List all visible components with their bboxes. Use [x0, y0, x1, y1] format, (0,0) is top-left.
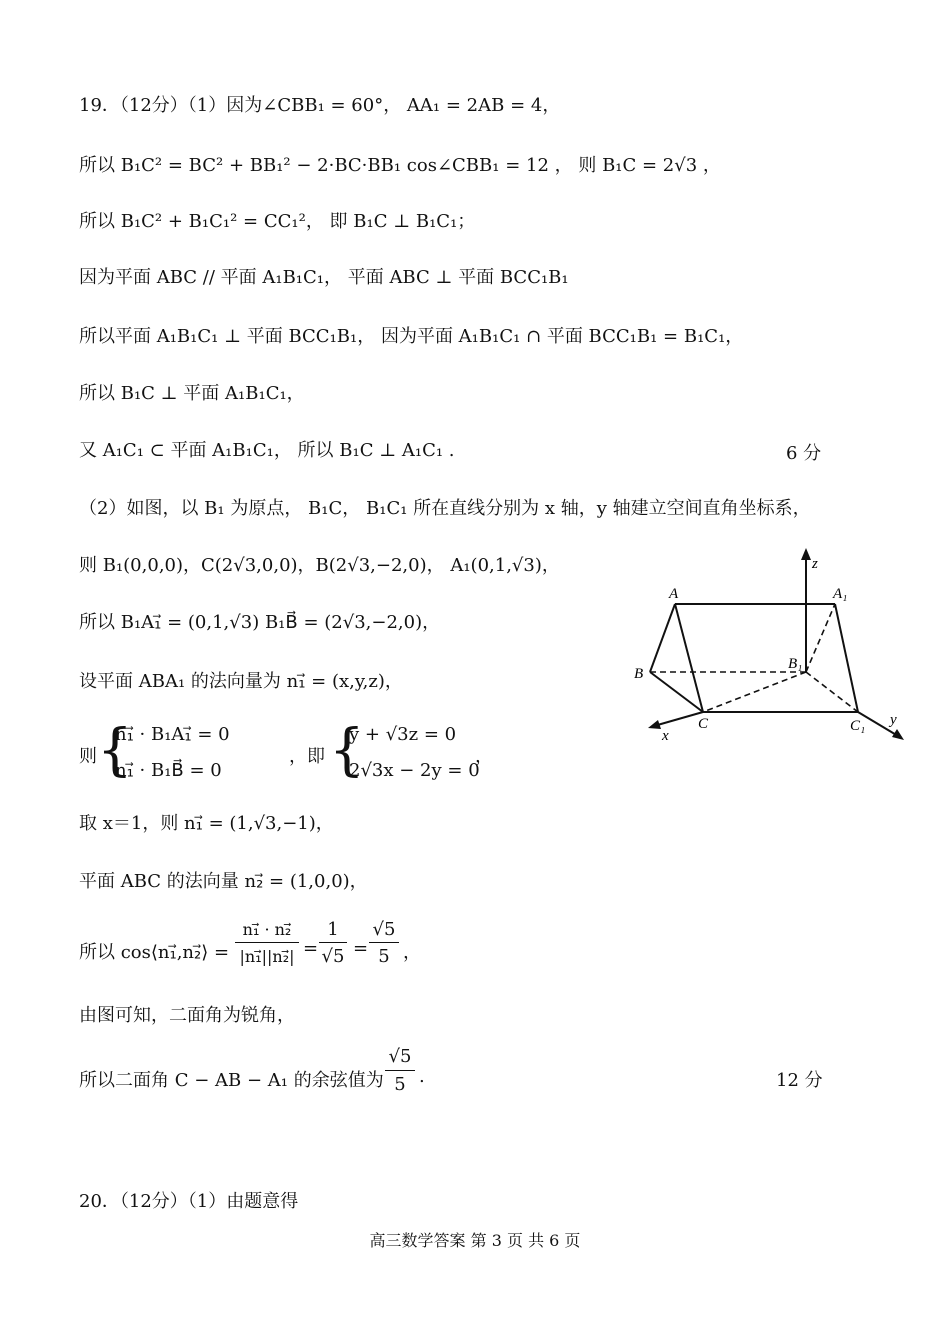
cos-end: ，	[403, 942, 421, 963]
label-a: A	[669, 586, 679, 602]
label-b1: B₁	[788, 656, 803, 672]
label-a1: A₁	[833, 586, 848, 602]
score-12: 12 分	[776, 1070, 823, 1091]
system-left-eq1: n₁⃗ · B₁A₁⃗ = 0	[115, 724, 230, 745]
page-footer: 高三数学答案 第 3 页 共 6 页	[369, 1231, 581, 1250]
frac-3-num: √5	[369, 918, 399, 943]
label-c1: C₁	[850, 718, 866, 734]
frac-1-den: |n₁⃗||n₂⃗|	[239, 947, 295, 966]
label-c: C	[698, 716, 709, 732]
edge-a1-c1	[835, 604, 858, 712]
part2-line-3: 所以 B₁A₁⃗ = (0,1,√3) B₁B⃗ = (2√3,−2,0)，	[79, 612, 441, 633]
z-arrow	[801, 548, 811, 560]
edge-b1-c	[703, 672, 806, 712]
label-y: y	[890, 712, 897, 728]
solution-line-3: 因为平面 ABC // 平面 A₁B₁C₁， 平面 ABC ⊥ 平面 BCC₁B₁	[79, 267, 569, 288]
final-frac	[385, 1044, 415, 1099]
frac-2	[319, 918, 347, 971]
part2-line-1: （2）如图，以 B₁ 为原点， B₁C， B₁C₁ 所在直线分别为 x 轴，y 轴建立空间直角坐标系，	[79, 498, 811, 519]
equals-1: =	[303, 938, 319, 959]
solution-line-6: 又 A₁C₁ ⊂ 平面 A₁B₁C₁， 所以 B₁C ⊥ A₁C₁ .	[79, 440, 455, 461]
system-end: ，	[475, 746, 493, 767]
part2-line-4: 设平面 ABA₁ 的法向量为 n₁⃗ = (x,y,z)，	[79, 671, 403, 692]
x-arrow	[648, 720, 661, 729]
cos-prefix: 所以 cos⟨n₁⃗,n₂⃗⟩ =	[79, 942, 230, 963]
system-right-eq2: 2√3x − 2y = 0	[349, 760, 480, 781]
final-num: √5	[385, 1044, 415, 1071]
solution-line-1: 所以 B₁C² = BC² + BB₁² − 2·BC·BB₁ cos∠CBB₁ = 12 ， 则 B₁C = 2√3 ，	[79, 155, 721, 176]
acute-line: 由图可知，二面角为锐角，	[79, 1005, 295, 1026]
q19-header: 19．（12分）（1）因为∠CBB₁ = 60°， AA₁ = 2AB = 4，	[79, 95, 561, 116]
brace-right: {	[329, 718, 365, 783]
label-b: B	[634, 666, 644, 682]
part2-line-2: 则 B₁(0,0,0)，C(2√3,0,0)，B(2√3,−2,0)， A₁(0,1,√3)，	[79, 555, 560, 576]
solution-line-2: 所以 B₁C² + B₁C₁² = CC₁²， 即 B₁C ⊥ B₁C₁；	[79, 211, 476, 232]
q20-header: 20．（12分）（1）由题意得	[79, 1191, 299, 1212]
prism-figure	[630, 548, 910, 748]
label-z: z	[812, 556, 818, 572]
solution-line-4: 所以平面 A₁B₁C₁ ⊥ 平面 BCC₁B₁， 因为平面 A₁B₁C₁ ∩ 平面 BCC₁B₁ = B₁C₁，	[79, 326, 744, 347]
system-right-eq1: y + √3z = 0	[349, 724, 457, 745]
take-x-line: 取 x＝1，则 n₁⃗ = (1,√3,−1)，	[79, 813, 334, 834]
frac-1-num: n₁⃗ · n₂⃗	[235, 918, 299, 943]
final-prefix: 所以二面角 C − AB − A₁ 的余弦值为	[79, 1070, 384, 1091]
score-6: 6 分	[786, 443, 822, 464]
final-den: 5	[394, 1074, 406, 1095]
equals-2: =	[353, 938, 369, 959]
normal-abc-line: 平面 ABC 的法向量 n₂⃗ = (1,0,0)，	[79, 871, 368, 892]
label-x: x	[662, 728, 669, 744]
system-prefix: 则	[79, 746, 97, 767]
frac-2-den: √5	[321, 946, 345, 967]
system-mid: ，即	[289, 746, 325, 767]
final-end: .	[419, 1066, 425, 1087]
edge-a-b	[650, 604, 675, 672]
frac-1	[235, 918, 299, 971]
edge-b1-a1	[806, 604, 835, 672]
system-left-eq2: n₁⃗ · B₁B⃗ = 0	[115, 760, 222, 781]
final-line	[79, 1044, 479, 1108]
frac-3	[369, 918, 399, 971]
axis-x	[654, 712, 703, 726]
solution-line-5: 所以 B₁C ⊥ 平面 A₁B₁C₁，	[79, 383, 305, 404]
y-arrow	[892, 729, 904, 740]
edge-a-c	[675, 604, 703, 712]
frac-3-den: 5	[378, 946, 390, 967]
frac-2-num: 1	[319, 918, 347, 943]
brace-left: {	[97, 718, 133, 783]
